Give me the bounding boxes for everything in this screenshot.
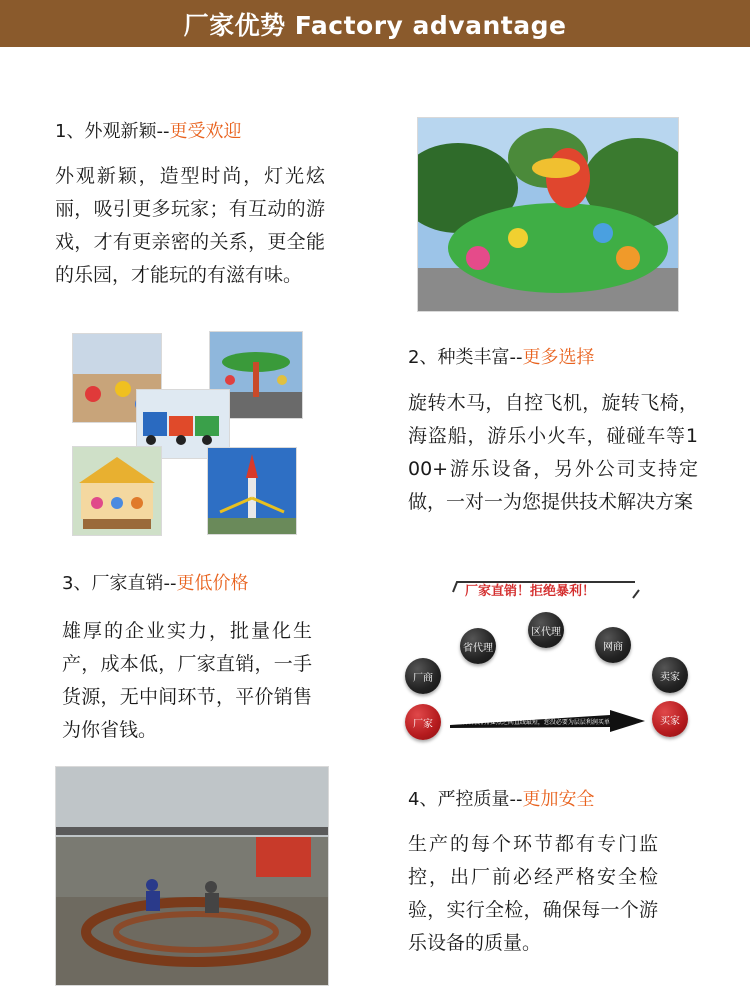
direct-sale-diagram xyxy=(395,570,695,745)
diagram-title: 厂家直销！拒绝暴利！ xyxy=(465,584,596,599)
header-banner xyxy=(0,0,750,47)
section-4-body: 生产的每个环节都有专门监控，出厂前必经严格安全检验，实行全检，确保每一个游乐设备的质量。 xyxy=(408,833,658,954)
node-district-agent: 区代理 xyxy=(528,612,564,648)
section-2-body: 旋转木马，自控飞机，旋转飞椅，海盗船，游乐小火车，碰碰车等100+游乐设备，另外公司支持定做，一对一为您提供技术解决方案 xyxy=(408,392,698,513)
section-1-accent: 更受欢迎 xyxy=(169,121,242,142)
node-manufacturer: 厂家 xyxy=(405,704,441,740)
rocket-ride-photo xyxy=(207,447,297,535)
section-2-heading xyxy=(408,343,594,369)
ride-photo-top xyxy=(417,117,679,312)
node-seller: 卖家 xyxy=(652,657,688,693)
page-title: 厂家优势 Factory advantage xyxy=(183,10,567,40)
section-3-body: 雄厚的企业实力，批量化生产，成本低，厂家直销，一手货源，无中间环节，平价销售为你省钱。 xyxy=(62,620,312,741)
node-online-merchant: 网商 xyxy=(595,627,631,663)
section-2-heading-text: 2、种类丰富-- xyxy=(408,347,523,368)
node-factory-outlet: 厂商 xyxy=(405,658,441,694)
node-buyer: 买家 xyxy=(652,701,688,737)
carousel-photo xyxy=(72,446,162,536)
section-1-heading-text: 1、外观新颖-- xyxy=(55,121,170,142)
factory-workshop-photo xyxy=(55,766,329,986)
section-4-accent: 更加安全 xyxy=(522,789,595,810)
section-3-heading xyxy=(62,569,248,595)
section-3-heading-text: 3、厂家直销-- xyxy=(62,573,177,594)
section-2-accent: 更多选择 xyxy=(522,347,595,368)
section-4-heading-text: 4、严控质量-- xyxy=(408,789,523,810)
arrow-caption: 原理告诉我们们2点之间直线最短，您没必要为层层利润买单 xyxy=(450,719,610,726)
section-3-accent: 更低价格 xyxy=(176,573,249,594)
section-1-heading xyxy=(55,117,241,143)
section-1-body: 外观新颖，造型时尚，灯光炫丽，吸引更多玩家；有互动的游戏，才有更亲密的关系，更全能的乐园，才能玩的有滋有味。 xyxy=(55,165,325,286)
node-provincial-agent: 省代理 xyxy=(460,628,496,664)
section-4-heading xyxy=(408,785,594,811)
